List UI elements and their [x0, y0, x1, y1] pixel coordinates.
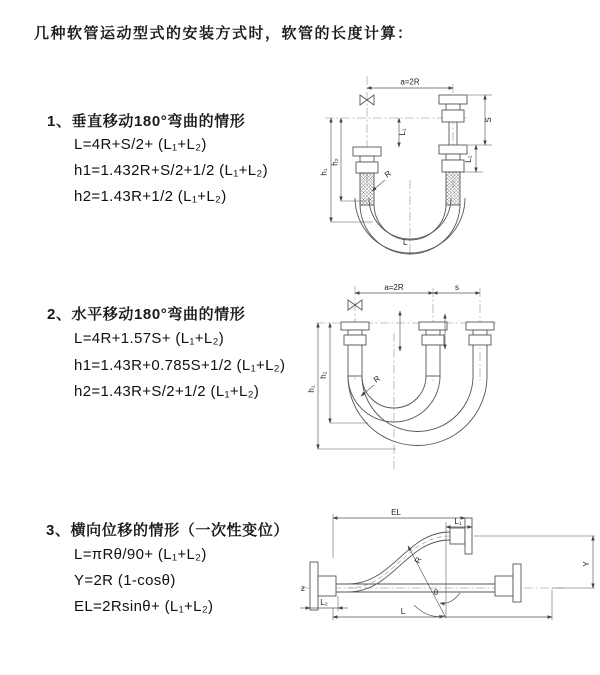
radius-callout	[408, 546, 446, 618]
dim-s	[433, 283, 480, 293]
dim-l1-label: L₁	[454, 517, 462, 526]
dim-l2-label: L₂	[320, 598, 328, 607]
hose-braid-left	[360, 173, 374, 205]
section-3-heading: 3、横向位移的情形（一次性变位）	[46, 522, 289, 539]
radius-label: R	[412, 555, 424, 565]
hose-braid-right	[446, 172, 460, 205]
dim-a-2r	[355, 283, 433, 293]
hose-fitting-left	[353, 147, 381, 205]
section-1-heading: 1、垂直移动180°弯曲的情形	[47, 113, 246, 130]
section-2-heading: 2、水平移动180°弯曲的情形	[47, 306, 246, 323]
dim-h2-label: h₂	[319, 371, 328, 379]
dim-a-2r-label: a=2R	[384, 283, 404, 292]
section-3-formula-l: L=πRθ/90+ (L₁+L₂)	[74, 546, 207, 563]
radius-label: R	[382, 168, 393, 180]
radius-label: R	[371, 373, 382, 385]
angle-theta-label: θ	[433, 588, 439, 597]
dim-h1-label: h₁	[307, 385, 316, 393]
hose-fitting-left	[341, 322, 369, 376]
section-3-formula-y: Y=2R (1-cosθ)	[74, 572, 176, 589]
centerlines	[316, 286, 496, 469]
dim-s-label: S	[484, 117, 493, 123]
section-1-formula-l: L=4R+S/2+ (L₁+L₂)	[74, 136, 207, 153]
pipe-original-position	[336, 564, 521, 602]
hose-fitting-right	[439, 95, 467, 205]
section-3-formula-el: EL=2Rsinθ+ (L₁+L₂)	[74, 598, 214, 615]
dim-a-2r	[367, 78, 453, 89]
page-title: 几种软管运动型式的安装方式时，软管的长度计算：	[34, 25, 414, 42]
dim-h1-label: h₁	[319, 168, 329, 176]
diagram-vertical-180-bend	[311, 70, 501, 258]
section-2-formula-h1: h1=1.43R+0.785S+1/2 (L₁+L₂)	[74, 357, 286, 374]
dim-y-label: Y	[582, 561, 591, 567]
dim-h2-label: h₂	[330, 158, 340, 166]
dim-l1-left-fitting	[398, 118, 407, 147]
dim-l-label: L	[400, 607, 406, 616]
hose-fitting-middle	[419, 322, 447, 376]
diagram-lateral-displacement	[298, 500, 600, 642]
dim-s-stroke	[484, 95, 493, 145]
dim-a-2r-label: a=2R	[400, 77, 420, 87]
hose-u-curves	[348, 373, 487, 446]
dim-l1-label: L₁	[398, 128, 407, 136]
dim-l2-label: L₂	[464, 155, 473, 163]
section-1-formula-h2: h2=1.43R+1/2 (L₁+L₂)	[74, 188, 227, 205]
hose-braid-middle	[426, 345, 440, 376]
dim-y	[474, 536, 595, 588]
dim-l2	[300, 596, 348, 611]
hose-braid-left	[348, 345, 362, 376]
length-label: L	[403, 238, 408, 247]
section-2-formula-l: L=4R+1.57S+ (L₁+L₂)	[74, 330, 225, 347]
section-2-formula-h2: h2=1.43R+S/2+1/2 (L₁+L₂)	[74, 383, 260, 400]
hose-centerline	[348, 536, 450, 588]
dim-s-label: s	[455, 283, 459, 292]
diagram-horizontal-180-bend	[307, 281, 510, 476]
dim-el	[333, 508, 465, 558]
axis-mark-label: z	[301, 584, 305, 593]
dim-el-label: EL	[391, 508, 401, 517]
section-1-formula-h1: h1=1.432R+S/2+1/2 (L₁+L₂)	[74, 162, 268, 179]
